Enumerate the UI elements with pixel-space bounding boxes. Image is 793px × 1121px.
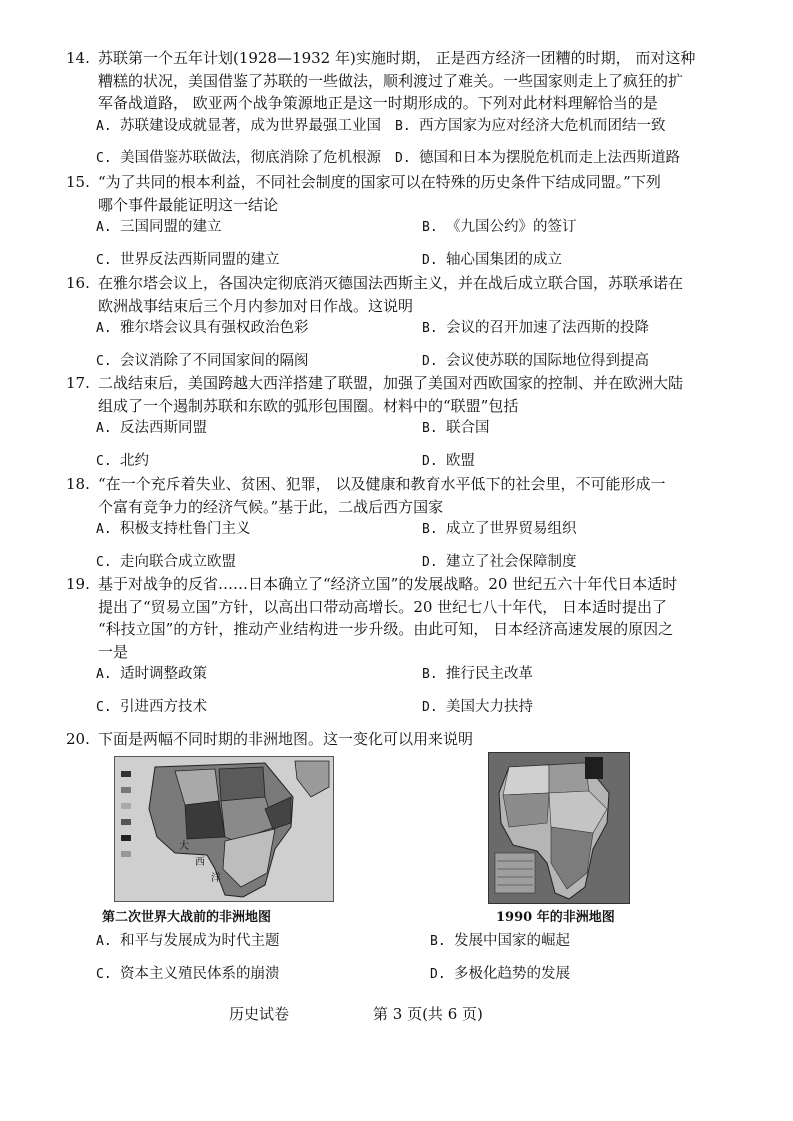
option-d[interactable]: D. 建立了社会保障制度 bbox=[422, 553, 577, 570]
option-d[interactable]: D. 欧盟 bbox=[422, 452, 475, 469]
options-row bbox=[66, 147, 728, 170]
question-19 bbox=[66, 573, 728, 718]
option-a[interactable]: A. 雅尔塔会议具有强权政治色彩 bbox=[96, 320, 309, 336]
map-caption-1990: 1990 年的非洲地图 bbox=[496, 910, 615, 925]
question-number: 17. bbox=[66, 374, 90, 392]
options-row bbox=[66, 551, 728, 574]
option-a[interactable]: A. 苏联建设成就显著，成为世界最强工业国 bbox=[96, 117, 381, 134]
options-row bbox=[66, 216, 728, 239]
options-row bbox=[66, 417, 728, 440]
question-text: 二战结束后，美国跨越大西洋搭建了联盟，加强了美国对西欧国家的控制、并在欧洲大陆 bbox=[98, 374, 684, 392]
option-c[interactable]: C. 美国借鉴苏联做法，彻底消除了危机根源 bbox=[96, 150, 381, 166]
africa-map-colonial-image bbox=[115, 757, 333, 901]
option-a[interactable]: A. 三国同盟的建立 bbox=[96, 219, 222, 235]
map-caption-pre-ww2: 第二次世界大战前的非洲地图 bbox=[102, 910, 272, 925]
africa-maps bbox=[66, 752, 728, 932]
map-africa-1990 bbox=[488, 752, 630, 904]
options-row bbox=[66, 930, 728, 953]
option-d[interactable]: D. 多极化趋势的发展 bbox=[430, 965, 570, 982]
options-row bbox=[66, 450, 728, 473]
option-a[interactable]: A. 和平与发展成为时代主题 bbox=[96, 933, 280, 949]
ocean-label-1: 大 bbox=[179, 841, 189, 852]
option-b[interactable]: B. 会议的召开加速了法西斯的投降 bbox=[422, 320, 649, 336]
question-number: 15. bbox=[66, 173, 90, 191]
option-c[interactable]: C. 会议消除了不同国家间的隔阂 bbox=[96, 352, 309, 369]
question-text: 基于对战争的反省……日本确立了“经济立国”的发展战略。20 世纪五六十年代日本适时 bbox=[98, 575, 678, 593]
question-text: “在一个充斥着失业、贫困、犯罪， 以及健康和教育水平低下的社会里，不可能形成一 bbox=[98, 475, 666, 493]
question-text: 提出了“贸易立国”方针，以高出口带动高增长。20 世纪七八十年代， 日本适时提出了 bbox=[98, 597, 667, 616]
option-d[interactable]: D. 德国和日本为摆脱危机而走上法西斯道路 bbox=[395, 150, 680, 166]
option-a[interactable]: A. 适时调整政策 bbox=[96, 666, 207, 682]
option-b[interactable]: B. 《九国公约》的签订 bbox=[422, 219, 577, 235]
options-row bbox=[66, 963, 728, 986]
question-number: 20. bbox=[66, 730, 90, 748]
option-b[interactable]: B. 发展中国家的崛起 bbox=[430, 933, 570, 949]
option-b[interactable]: B. 联合国 bbox=[422, 420, 490, 436]
question-16 bbox=[66, 272, 728, 372]
option-d[interactable]: D. 美国大力扶持 bbox=[422, 698, 533, 715]
option-c[interactable]: C. 北约 bbox=[96, 452, 149, 469]
question-text: 组成了一个遏制苏联和东欧的弧形包围圈。材料中的“联盟”包括 bbox=[98, 396, 519, 415]
question-text: 下面是两幅不同时期的非洲地图。这一变化可以用来说明 bbox=[98, 730, 474, 748]
footer-subject: 历史试卷 bbox=[229, 1005, 290, 1023]
option-c[interactable]: C. 资本主义殖民体系的崩溃 bbox=[96, 965, 280, 982]
option-a[interactable]: A. 反法西斯同盟 bbox=[96, 420, 207, 436]
options-row bbox=[66, 350, 728, 373]
options-row bbox=[66, 696, 728, 719]
option-c[interactable]: C. 引进西方技术 bbox=[96, 698, 207, 715]
question-text: 哪个事件最能证明这一结论 bbox=[98, 195, 279, 214]
question-text: 糟糕的状况，美国借鉴了苏联的一些做法，顺利渡过了难关。一些国家则走上了疯狂的扩 bbox=[98, 71, 684, 90]
question-number: 14. bbox=[66, 49, 90, 67]
option-d[interactable]: D. 轴心国集团的成立 bbox=[422, 251, 562, 268]
question-17 bbox=[66, 372, 728, 472]
question-text: “科技立国”的方针，推动产业结构进一步升级。由此可知， 日本经济高速发展的原因之 bbox=[98, 620, 674, 638]
options-row bbox=[66, 663, 728, 686]
map-africa-pre-ww2 bbox=[114, 756, 334, 902]
options-row bbox=[66, 317, 728, 340]
options-row bbox=[66, 518, 728, 541]
question-14 bbox=[66, 47, 728, 170]
option-c[interactable]: C. 世界反法西斯同盟的建立 bbox=[96, 251, 280, 268]
africa-map-1990-image bbox=[489, 753, 629, 903]
question-text: “为了共同的根本利益，不同社会制度的国家可以在特殊的历史条件下结成同盟。”下列 bbox=[98, 173, 661, 191]
question-number: 19. bbox=[66, 575, 90, 593]
question-number: 16. bbox=[66, 274, 90, 292]
question-20 bbox=[66, 728, 728, 751]
question-20-options bbox=[66, 930, 728, 985]
question-text: 个富有竞争力的经济气候。”基于此，二战后西方国家 bbox=[98, 497, 444, 516]
ocean-label-2: 西 bbox=[195, 857, 205, 868]
options-row bbox=[66, 249, 728, 272]
question-text: 苏联第一个五年计划(1928—1932 年)实施时期， 正是西方经济一团糟的时期， 而对这种 bbox=[98, 49, 696, 67]
option-a[interactable]: A. 积极支持杜鲁门主义 bbox=[96, 521, 251, 537]
question-18 bbox=[66, 473, 728, 573]
options-row bbox=[66, 115, 728, 138]
question-text: 一是 bbox=[98, 642, 129, 661]
question-text: 在雅尔塔会议上，各国决定彻底消灭德国法西斯主义，并在战后成立联合国，苏联承诺在 bbox=[98, 274, 684, 292]
option-c[interactable]: C. 走向联合成立欧盟 bbox=[96, 553, 236, 570]
footer-page-number: 第 3 页(共 6 页) bbox=[373, 1005, 483, 1023]
question-text: 军备战道路， 欧亚两个战争策源地正是这一时期形成的。下列对此材料理解恰当的是 bbox=[98, 94, 658, 112]
option-b[interactable]: B. 推行民主改革 bbox=[422, 666, 533, 682]
option-d[interactable]: D. 会议使苏联的国际地位得到提高 bbox=[422, 352, 649, 369]
option-b[interactable]: B. 西方国家为应对经济大危机而团结一致 bbox=[395, 117, 666, 134]
question-number: 18. bbox=[66, 475, 90, 493]
question-text: 欧洲战事结束后三个月内参加对日作战。这说明 bbox=[98, 296, 414, 315]
question-15 bbox=[66, 171, 728, 271]
ocean-label-3: 洋 bbox=[211, 873, 221, 884]
option-b[interactable]: B. 成立了世界贸易组织 bbox=[422, 521, 577, 537]
